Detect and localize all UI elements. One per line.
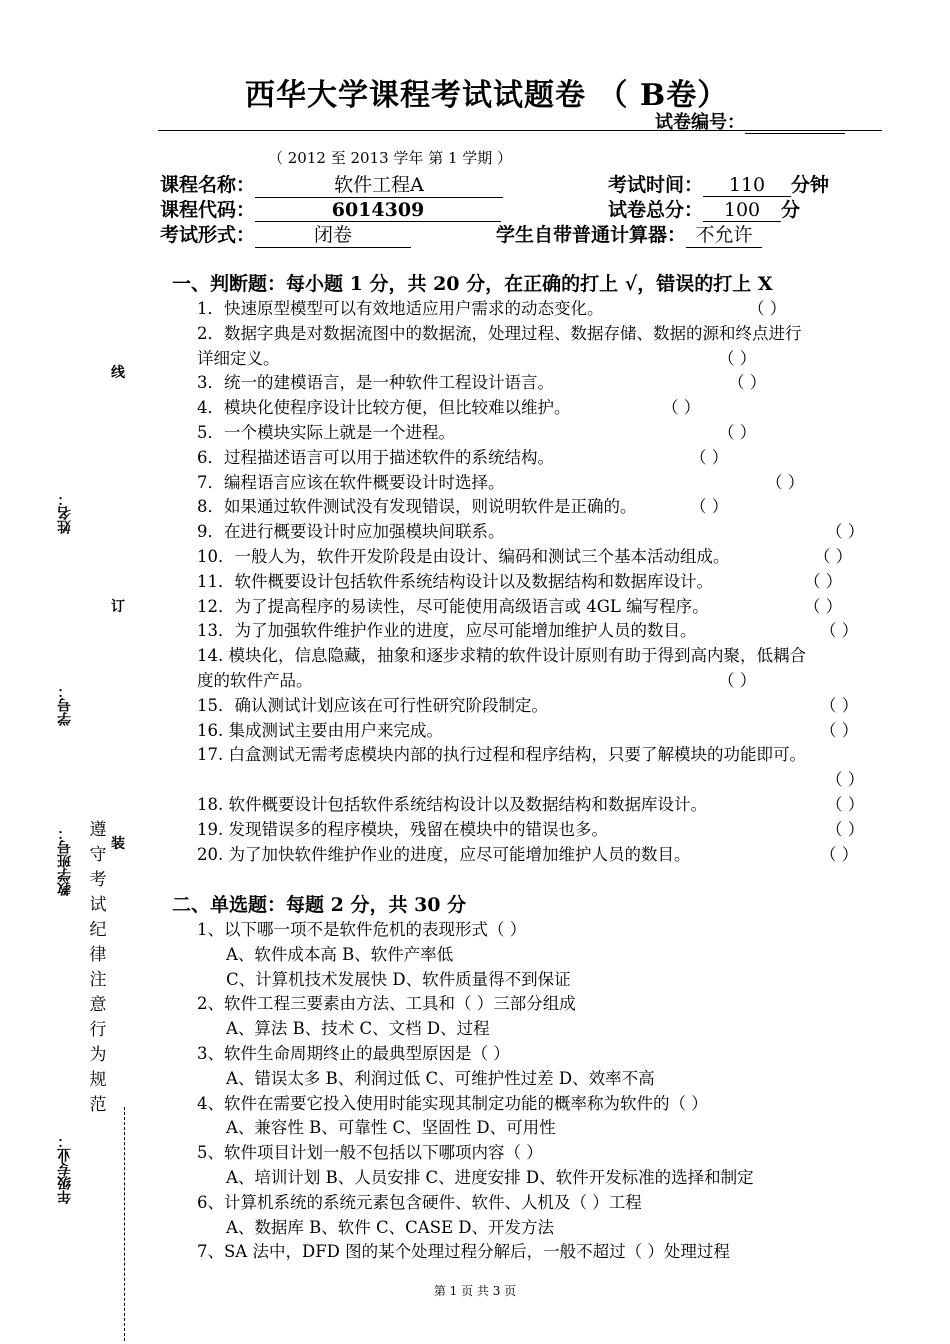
answer-parentheses[interactable]: （ ） xyxy=(826,795,865,814)
binding-dashed-line xyxy=(124,1107,125,1341)
choice-question-stem: 4、软件在需要它投入使用时能实现其制定功能的概率称为软件的（ ） xyxy=(197,1093,708,1113)
course-name-row xyxy=(160,170,503,198)
academic-term: （ 2012 至 2013 学年 第 1 学期 ） xyxy=(268,149,513,167)
judgment-question-text: 18. 软件概要设计包括软件系统结构设计以及数据结构和数据库设计。 xyxy=(197,795,707,814)
course-code-label: 课程代码： xyxy=(160,199,256,221)
judgment-question-text: 20. 为了加快软件维护作业的进度，应尽可能增加维护人员的数目。 xyxy=(197,844,691,864)
answer-parentheses[interactable]: （ ） xyxy=(718,423,757,442)
choice-question-stem: 2、软件工程三要素由方法、工具和（ ）三部分组成 xyxy=(197,994,576,1014)
answer-parentheses[interactable]: （ ） xyxy=(718,348,757,368)
answer-parentheses[interactable]: （ ） xyxy=(826,770,865,790)
choice-options: A、算法 B、技术 C、文档 D、过程 xyxy=(226,1019,490,1039)
judgment-question-text: 15．确认测试计划应该在可行性研究阶段制定。 xyxy=(197,695,548,715)
judgment-question-text: 3．统一的建模语言，是一种软件工程设计语言。 xyxy=(197,373,554,393)
judgment-question-text: 13．为了加强软件维护作业的进度，应尽可能增加维护人员的数目。 xyxy=(197,621,697,641)
choice-question-stem: 7、SA 法中，DFD 图的某个处理过程分解后，一般不超过（ ）处理过程 xyxy=(197,1242,730,1262)
exam-discipline-notice: 遵守考试纪律注意行为规范 xyxy=(89,820,107,1115)
choice-question-stem: 6、计算机系统的系统元素包含硬件、软件、人机及（ ）工程 xyxy=(197,1192,642,1212)
judgment-question-text: 19. 发现错误多的程序模块，残留在模块中的错误也多。 xyxy=(197,819,608,839)
answer-parentheses[interactable]: （ ） xyxy=(820,720,859,740)
paper-number-blank xyxy=(745,115,845,134)
header-rule xyxy=(158,130,882,131)
total-score-unit: 分 xyxy=(781,199,801,221)
exam-time-row xyxy=(608,170,829,197)
exam-form-label: 考试形式： xyxy=(160,224,256,246)
course-name-label: 课程名称： xyxy=(160,174,256,196)
judgment-question-text: 16. 集成测试主要由用户来完成。 xyxy=(197,720,443,740)
class-number-label: 教学班号： xyxy=(57,826,73,896)
total-score-value: 100 xyxy=(703,199,781,222)
student-name-label: 姓名： xyxy=(57,492,73,534)
choice-question-stem: 5、软件项目计划一般不包括以下哪项内容（ ） xyxy=(197,1143,543,1163)
paper-number-label: 试卷编号： xyxy=(655,112,745,133)
section-1-title: 一、判断题：每小题 1 分，共 20 分，在正确的打上 √，错误的打上 X xyxy=(172,273,773,295)
judgment-question-text: 7．编程语言应该在软件概要设计时选择。 xyxy=(197,472,505,492)
calculator-row xyxy=(496,220,762,248)
section-2-title: 二、单选题：每题 2 分，共 30 分 xyxy=(172,894,467,916)
answer-parentheses[interactable]: （ ） xyxy=(718,671,757,690)
exam-time-label: 考试时间： xyxy=(608,174,704,196)
choice-question-stem: 1、以下哪一项不是软件危机的表现形式（ ） xyxy=(197,920,527,939)
binding-order-mark: 订 xyxy=(111,599,125,615)
exam-form-value: 闭卷 xyxy=(255,220,411,248)
course-code-row xyxy=(160,195,501,222)
judgment-question-text: 4．模块化使程序设计比较方便，但比较难以维护。 xyxy=(197,398,571,418)
answer-parentheses[interactable]: （ ） xyxy=(804,596,843,616)
grade-major-label: 年级专业： xyxy=(57,1134,73,1204)
choice-options: A、培训计划 B、人员安排 C、进度安排 D、软件开发标准的选择和制定 xyxy=(226,1168,754,1187)
answer-parentheses[interactable]: （ ） xyxy=(748,299,787,318)
answer-parentheses[interactable]: （ ） xyxy=(804,571,843,591)
exam-time-value: 110 xyxy=(703,174,791,197)
total-score-row xyxy=(608,195,800,222)
binding-bind-mark: 装 xyxy=(111,836,125,852)
judgment-question-text: 8．如果通过软件测试没有发现错误，则说明软件是正确的。 xyxy=(197,497,637,517)
answer-parentheses[interactable]: （ ） xyxy=(662,398,701,418)
answer-parentheses[interactable]: （ ） xyxy=(766,472,805,492)
choice-options: C、计算机技术发展快 D、软件质量得不到保证 xyxy=(226,969,571,989)
judgment-question-text: 17. 白盒测试无需考虑模块内部的执行过程和程序结构，只要了解模块的功能即可。 xyxy=(197,745,806,765)
judgment-question-text: 11．软件概要设计包括软件系统结构设计以及数据结构和数据库设计。 xyxy=(197,571,713,591)
calculator-value: 不允许 xyxy=(686,220,762,248)
choice-options: A、兼容性 B、可靠性 C、坚固性 D、可用性 xyxy=(226,1118,556,1138)
answer-parentheses[interactable]: （ ） xyxy=(728,373,767,393)
student-id-label: 学号： xyxy=(57,684,73,726)
course-name-value: 软件工程A xyxy=(255,170,503,198)
judgment-question-text: 度的软件产品。 xyxy=(197,671,313,690)
choice-options: A、软件成本高 B、软件产率低 xyxy=(226,944,454,964)
answer-parentheses[interactable]: （ ） xyxy=(826,819,865,839)
judgment-question-text: 14. 模块化，信息隐藏，抽象和逐步求精的软件设计原则有助于得到高内聚，低耦合 xyxy=(197,646,806,666)
answer-parentheses[interactable]: （ ） xyxy=(820,844,859,864)
answer-parentheses[interactable]: （ ） xyxy=(814,547,853,566)
binding-line-mark: 线 xyxy=(111,365,125,381)
choice-question-stem: 3、软件生命周期终止的最典型原因是（ ） xyxy=(197,1044,510,1063)
total-score-label: 试卷总分： xyxy=(608,199,704,221)
course-code-value: 6014309 xyxy=(255,199,501,222)
answer-parentheses[interactable]: （ ） xyxy=(820,621,859,641)
exam-form-row xyxy=(160,220,411,248)
judgment-question-text: 2．数据字典是对数据流图中的数据流，处理过程、数据存储、数据的源和终点进行 xyxy=(197,323,802,343)
calculator-label: 学生自带普通计算器： xyxy=(496,224,687,246)
judgment-question-text: 9．在进行概要设计时应加强模块间联系。 xyxy=(197,522,505,542)
exam-title: 西华大学课程考试试题卷 （ B卷） xyxy=(245,78,729,113)
judgment-question-text: 12．为了提高程序的易读性，尽可能使用高级语言或 4GL 编写程序。 xyxy=(197,596,709,616)
judgment-question-text: 10．一般人为，软件开发阶段是由设计、编码和测试三个基本活动组成。 xyxy=(197,547,730,566)
choice-options: A、错误太多 B、利润过低 C、可维护性过差 D、效率不高 xyxy=(226,1068,655,1088)
judgment-question-text: 1．快速原型模型可以有效地适应用户需求的动态变化。 xyxy=(197,299,604,318)
choice-options: A、数据库 B、软件 C、CASE D、开发方法 xyxy=(226,1217,555,1237)
answer-parentheses[interactable]: （ ） xyxy=(820,695,859,715)
answer-parentheses[interactable]: （ ） xyxy=(690,447,729,467)
judgment-question-text: 5．一个模块实际上就是一个进程。 xyxy=(197,423,455,442)
answer-parentheses[interactable]: （ ） xyxy=(690,497,729,517)
page-footer: 第 1 页 共 3 页 xyxy=(433,1284,517,1298)
exam-time-unit: 分钟 xyxy=(791,174,830,196)
judgment-question-text: 6．过程描述语言可以用于描述软件的系统结构。 xyxy=(197,447,554,467)
judgment-question-text: 详细定义。 xyxy=(197,348,280,368)
answer-parentheses[interactable]: （ ） xyxy=(826,522,865,542)
